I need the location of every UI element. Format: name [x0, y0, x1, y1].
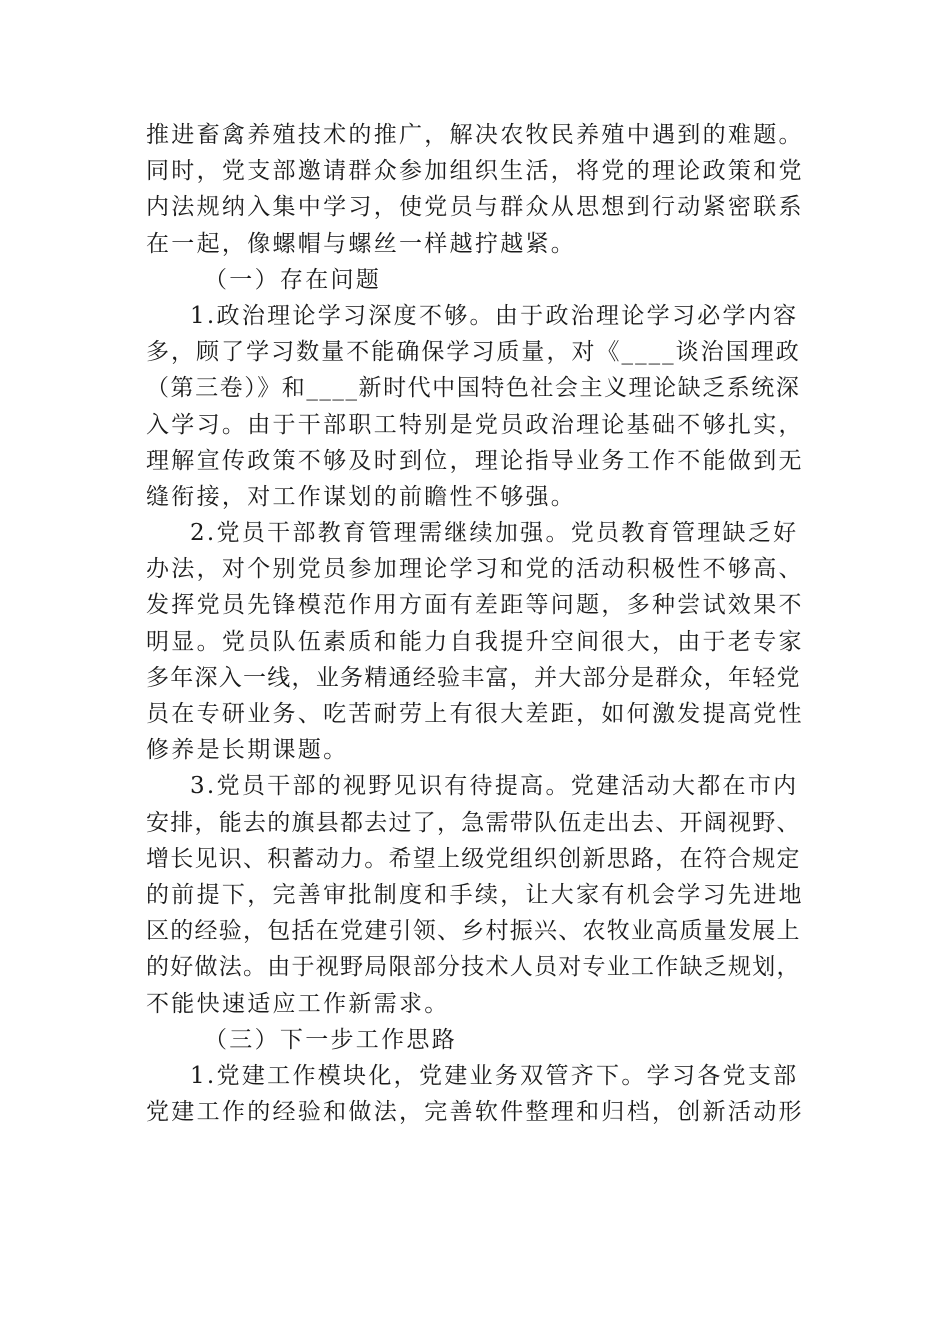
text-line: 在一起，像螺帽与螺丝一样越拧越紧。: [146, 230, 577, 257]
text-line: 安排，能去的旗县都去过了，急需带队伍走出去、开阔视野、: [146, 809, 801, 836]
text-line: 内法规纳入集中学习，使党员与群众从思想到行动紧密联系: [146, 194, 804, 221]
text-line: 发挥党员先锋模范作用方面有差距等问题，多种尝试效果不: [146, 592, 804, 619]
text-line: 多，顾了学习数量不能确保学习质量，对《____谈治国理政: [146, 339, 801, 366]
paragraph-first-line: 1.政治理论学习深度不够。由于政治理论学习必学内容: [190, 302, 799, 329]
text-line: 理解宣传政策不够及时到位，理论指导业务工作不能做到无: [146, 447, 804, 474]
document-body: [146, 117, 806, 1130]
text-line: 推进畜禽养殖技术的推广，解决农牧民养殖中遇到的难题。: [146, 122, 804, 148]
text-line: 办法，对个别党员参加理论学习和党的活动积极性不够高、: [146, 556, 804, 583]
text-line: 员在专研业务、吃苦耐劳上有很大差距，如何激发提高党性: [146, 701, 804, 727]
text-line: 入学习。由于干部职工特别是党员政治理论基础不够扎实，: [146, 411, 804, 438]
text-line: 缝衔接，对工作谋划的前瞻性不够强。: [146, 483, 577, 510]
paragraph-first-line: 1.党建工作模块化，党建业务双管齐下。学习各党支部: [190, 1062, 799, 1089]
text-line: 增长见识、积蓄动力。希望上级党组织创新思路，在符合规定: [146, 845, 801, 872]
text-line: 的前提下，完善审批制度和手续，让大家有机会学习先进地: [146, 881, 804, 908]
paragraph-first-line: 2.党员干部教育管理需继续加强。党员教育管理缺乏好: [190, 520, 799, 547]
text-line: 区的经验，包括在党建引领、乡村振兴、农牧业高质量发展上: [146, 918, 801, 945]
text-line: 党建工作的经验和做法，完善软件整理和归档，创新活动形: [146, 1099, 804, 1126]
section-heading: （三）下一步工作思路: [204, 1026, 457, 1053]
text-line: 同时，党支部邀请群众参加组织生活，将党的理论政策和党: [146, 158, 804, 185]
text-line: 的好做法。由于视野局限部分技术人员对专业工作缺乏规划，: [146, 954, 801, 981]
text-line: 不能快速适应工作新需求。: [146, 990, 450, 1017]
paragraph-first-line: 3.党员干部的视野见识有待提高。党建活动大都在市内: [190, 773, 799, 800]
text-line: 明显。党员队伍素质和能力自我提升空间很大，由于老专家: [146, 628, 804, 655]
section-heading: （一）存在问题: [204, 266, 382, 293]
text-line: 修养是长期课题。: [146, 737, 349, 764]
text-line: 多年深入一线，业务精通经验丰富，并大部分是群众，年轻党: [146, 664, 801, 691]
text-line: （第三卷）》和____新时代中国特色社会主义理论缺乏系统深: [146, 375, 801, 402]
